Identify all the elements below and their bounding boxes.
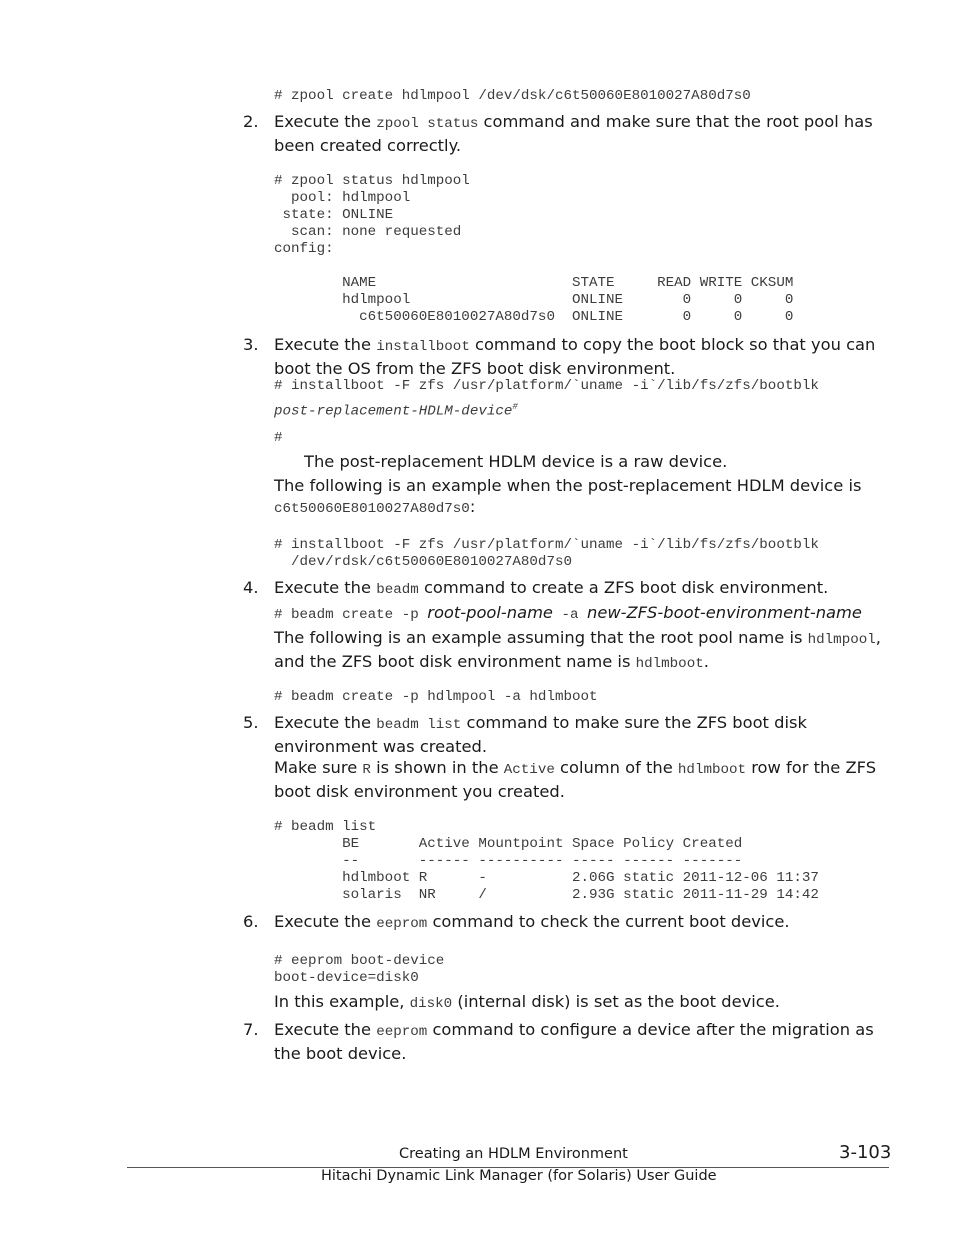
- note-text: The post-replacement HDLM device is a raw device.: [304, 452, 728, 471]
- step-2-text-b: command and make sure that the root pool has been created correctly.: [274, 112, 873, 155]
- code-zpool-create: # zpool create hdlmpool /dev/dsk/c6t50060E8010027A80d7s0: [274, 88, 751, 104]
- code-zpool-status: # zpool status hdlmpool pool: hdlmpool state: ONLINE scan: none requested config: NAME STATE READ WRITE CKSUM hdlmpool ONLINE 0 0 0 c6t50060E8010027A80d7s0 ONLINE 0 0 0: [274, 173, 794, 325]
- step-6-number: 6.: [243, 912, 259, 931]
- step-5-check-c: column of the: [554, 758, 678, 777]
- step-6-text: [274, 911, 894, 935]
- step-2-text-a: Execute the: [274, 112, 377, 131]
- step-5-text-b: command to make sure the ZFS boot disk environment was created.: [274, 713, 807, 756]
- step-3-text-b: command to copy the boot block so that you can boot the OS from the ZFS boot disk environment.: [274, 335, 876, 378]
- step-5-text-a: Execute the: [274, 713, 377, 732]
- footer-book-title: Hitachi Dynamic Link Manager (for Solaris) User Guide: [321, 1168, 717, 1184]
- step-2-text: [274, 111, 894, 156]
- step-3-example-b: :: [469, 497, 476, 516]
- step-4-example-pool: hdlmpool: [807, 632, 876, 648]
- step-4-example-b: , and the ZFS boot disk environment name is: [274, 628, 881, 671]
- step-3-example-a: The following is an example when the post-replacement HDLM device is: [274, 476, 862, 495]
- step-3-command: installboot: [376, 339, 470, 355]
- step-4-command: beadm: [376, 582, 419, 598]
- step-4-number: 4.: [243, 578, 259, 597]
- step-2-command: zpool status: [376, 116, 479, 132]
- page-number: 3-103: [839, 1142, 892, 1163]
- step-5-text: [274, 712, 894, 757]
- beadm-syntax-flag: -a: [552, 607, 588, 623]
- installboot-syntax-line-1: # installboot -F zfs /usr/platform/`uname -i`/lib/fs/zfs/bootblk: [274, 378, 819, 394]
- beadm-syntax-env-name: new-ZFS-boot-environment-name: [587, 603, 862, 622]
- note-mark: #: [274, 430, 283, 446]
- step-5-check-b: is shown in the: [370, 758, 504, 777]
- step-6-note-a: In this example,: [274, 992, 410, 1011]
- code-installboot-example: # installboot -F zfs /usr/platform/`uname -i`/lib/fs/zfs/bootblk /dev/rdsk/c6t50060E8010027A80d7s0: [274, 537, 819, 570]
- step-4-text: [274, 577, 894, 601]
- step-5-check-active: Active: [503, 762, 555, 778]
- step-5-check-a: Make sure: [274, 758, 363, 777]
- step-7-text-a: Execute the: [274, 1020, 377, 1039]
- step-4-example-c: .: [703, 652, 709, 671]
- step-4-text-b: command to create a ZFS boot disk environment.: [418, 578, 829, 597]
- footnote-marker: #: [512, 402, 518, 412]
- step-5-check-r: R: [362, 762, 371, 778]
- footer-chapter-title: Creating an HDLM Environment: [399, 1146, 628, 1162]
- code-beadm-create: # beadm create -p hdlmpool -a hdlmboot: [274, 689, 598, 705]
- step-6-note-disk: disk0: [409, 996, 453, 1012]
- code-eeprom: # eeprom boot-device boot-device=disk0: [274, 953, 445, 986]
- step-3-number: 3.: [243, 335, 259, 354]
- step-6-text-a: Execute the: [274, 912, 377, 931]
- step-3-text-a: Execute the: [274, 335, 377, 354]
- step-6-note: [274, 991, 894, 1015]
- beadm-syntax-prefix: # beadm create -p: [274, 607, 428, 623]
- step-6-text-b: command to check the current boot device.: [427, 912, 790, 931]
- step-5-number: 5.: [243, 713, 259, 732]
- step-4-example-a: The following is an example assuming that the root pool name is: [274, 628, 808, 647]
- step-3-example-device: c6t50060E8010027A80d7s0: [274, 501, 470, 517]
- step-2-number: 2.: [243, 112, 259, 131]
- step-7-command: eeprom: [376, 1024, 428, 1040]
- step-7-text: [274, 1019, 894, 1064]
- step-5-check-d: row for the ZFS boot disk environment you created.: [274, 758, 877, 801]
- installboot-syntax-argument: post-replacement-HDLM-device: [274, 403, 513, 420]
- step-7-text-b: command to configure a device after the migration as the boot device.: [274, 1020, 874, 1063]
- step-4-example-text: [274, 627, 894, 675]
- step-5-check-text: [274, 757, 894, 802]
- step-3-text: [274, 334, 894, 379]
- step-4-text-a: Execute the: [274, 578, 377, 597]
- step-5-check-be: hdlmboot: [677, 762, 747, 778]
- step-6-command: eeprom: [376, 916, 428, 932]
- step-3-example-text: [274, 475, 894, 520]
- step-7-number: 7.: [243, 1020, 259, 1039]
- beadm-create-syntax: [274, 602, 894, 626]
- step-6-note-b: (internal disk) is set as the boot device.: [452, 992, 780, 1011]
- code-beadm-list: # beadm list BE Active Mountpoint Space Policy Created -- ------ ---------- ----- ------ ------- hdlmboot R - 2.06G static 2011-12-06 11:37 solaris NR / 2.93G static 2011-11-29 14:42: [274, 819, 819, 903]
- installboot-syntax-line-2: [274, 399, 518, 421]
- step-4-example-be: hdlmboot: [635, 656, 704, 672]
- beadm-syntax-root-pool: root-pool-name: [427, 603, 553, 622]
- step-5-command: beadm list: [376, 717, 462, 733]
